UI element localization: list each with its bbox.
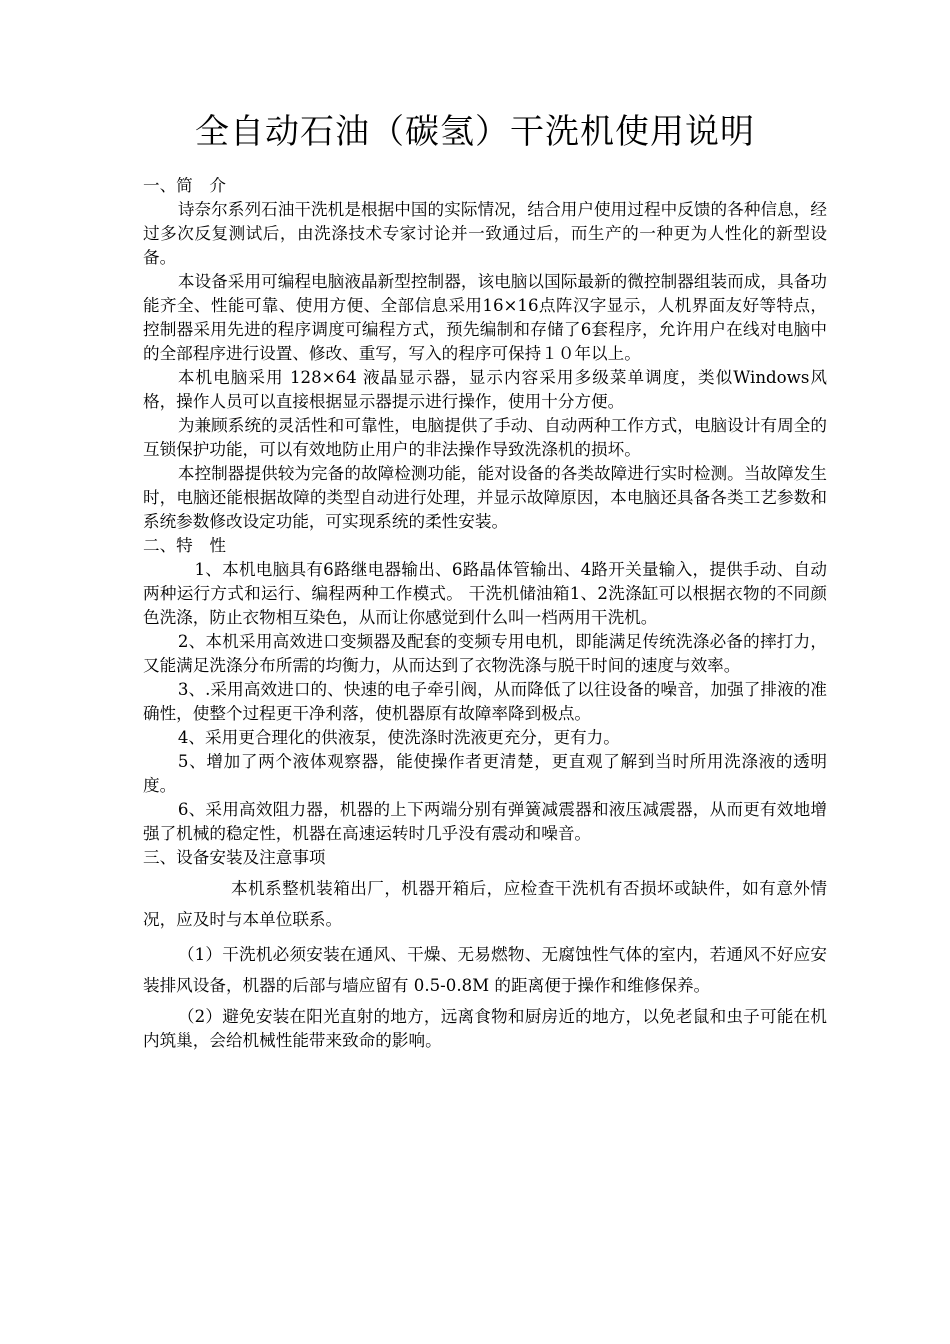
- section-heading-features: 二、特 性: [143, 536, 226, 555]
- feature-item-5: 5、增加了两个液体观察器，能使操作者更清楚，更直观了解到当时所用洗涤液的透明度。: [143, 752, 827, 795]
- feature-item-6: 6、采用高效阻力器，机器的上下两端分别有弹簧减震器和液压减震器，从而更有效地增强了机械的稳定性，机器在高速运转时几乎没有震动和噪音。: [143, 800, 827, 843]
- document-body: [143, 174, 827, 1053]
- intro-paragraph-2: 本设备采用可编程电脑液晶新型控制器，该电脑以国际最新的微控制器组装而成，具备功能齐全、性能可靠、使用方便、全部信息采用16×16点阵汉字显示，人机界面友好等特点，控制器采用先进的程序调度可编程方式，预先编制和存储了6套程序，允许用户在线对电脑中的全部程序进行设置、修改、重写，写入的程序可保持１０年以上。: [143, 272, 827, 363]
- install-paragraph-1: 本机系整机装箱出厂，机器开箱后，应检查干洗机有否损坏或缺件，如有意外情况，应及时与本单位联系。: [143, 879, 827, 929]
- section-heading-install: 三、设备安装及注意事项: [143, 848, 326, 867]
- feature-item-1: 1、本机电脑具有6路继电器输出、6路晶体管输出、4路开关量输入，提供手动、自动两种运行方式和运行、编程两种工作模式。 干洗机储油箱1、2洗涤缸可以根据衣物的不同颜色洗涤，防止衣物相互染色，从而让你感觉到什么叫一档两用干洗机。: [143, 560, 827, 627]
- document-title: 全自动石油（碳氢）干洗机使用说明: [195, 112, 755, 152]
- feature-item-2: 2、本机采用高效进口变频器及配套的变频专用电机，即能满足传统洗涤必备的摔打力，又能满足洗涤分布所需的均衡力，从而达到了衣物洗涤与脱干时间的速度与效率。: [143, 632, 827, 675]
- feature-item-4: 4、采用更合理化的供液泵，使洗涤时洗液更充分，更有力。: [177, 728, 620, 747]
- feature-item-3: 3、.采用高效进口的、快速的电子牵引阀，从而降低了以往设备的噪音，加强了排液的准确性，使整个过程更干净利落，使机器原有故障率降到极点。: [143, 680, 827, 723]
- install-paragraph-2: （1）干洗机必须安装在通风、干燥、无易燃物、无腐蚀性气体的室内，若通风不好应安装排风设备，机器的后部与墙应留有 0.5-0.8M 的距离便于操作和维修保养。: [143, 945, 827, 995]
- section-heading-intro: 一、简 介: [143, 176, 226, 195]
- intro-paragraph-3: 本机电脑采用 128×64 液晶显示器，显示内容采用多级菜单调度，类似Windows风格，操作人员可以直接根据显示器提示进行操作，使用十分方便。: [143, 368, 827, 411]
- install-paragraph-3: （2）避免安装在阳光直射的地方，远离食物和厨房近的地方，以免老鼠和虫子可能在机内筑巢，会给机械性能带来致命的影响。: [143, 1007, 827, 1050]
- intro-paragraph-4: 为兼顾系统的灵活性和可靠性，电脑提供了手动、自动两种工作方式，电脑设计有周全的互锁保护功能，可以有效地防止用户的非法操作导致洗涤机的损坏。: [143, 416, 827, 459]
- intro-paragraph-1: 诗奈尔系列石油干洗机是根据中国的实际情况，结合用户使用过程中反馈的各种信息，经过多次反复测试后，由洗涤技术专家讨论并一致通过后，而生产的一种更为人性化的新型设备。: [143, 200, 827, 267]
- intro-paragraph-5: 本控制器提供较为完备的故障检测功能，能对设备的各类故障进行实时检测。当故障发生时，电脑还能根据故障的类型自动进行处理，并显示故障原因，本电脑还具备各类工艺参数和系统参数修改设定功能，可实现系统的柔性安装。: [143, 464, 827, 531]
